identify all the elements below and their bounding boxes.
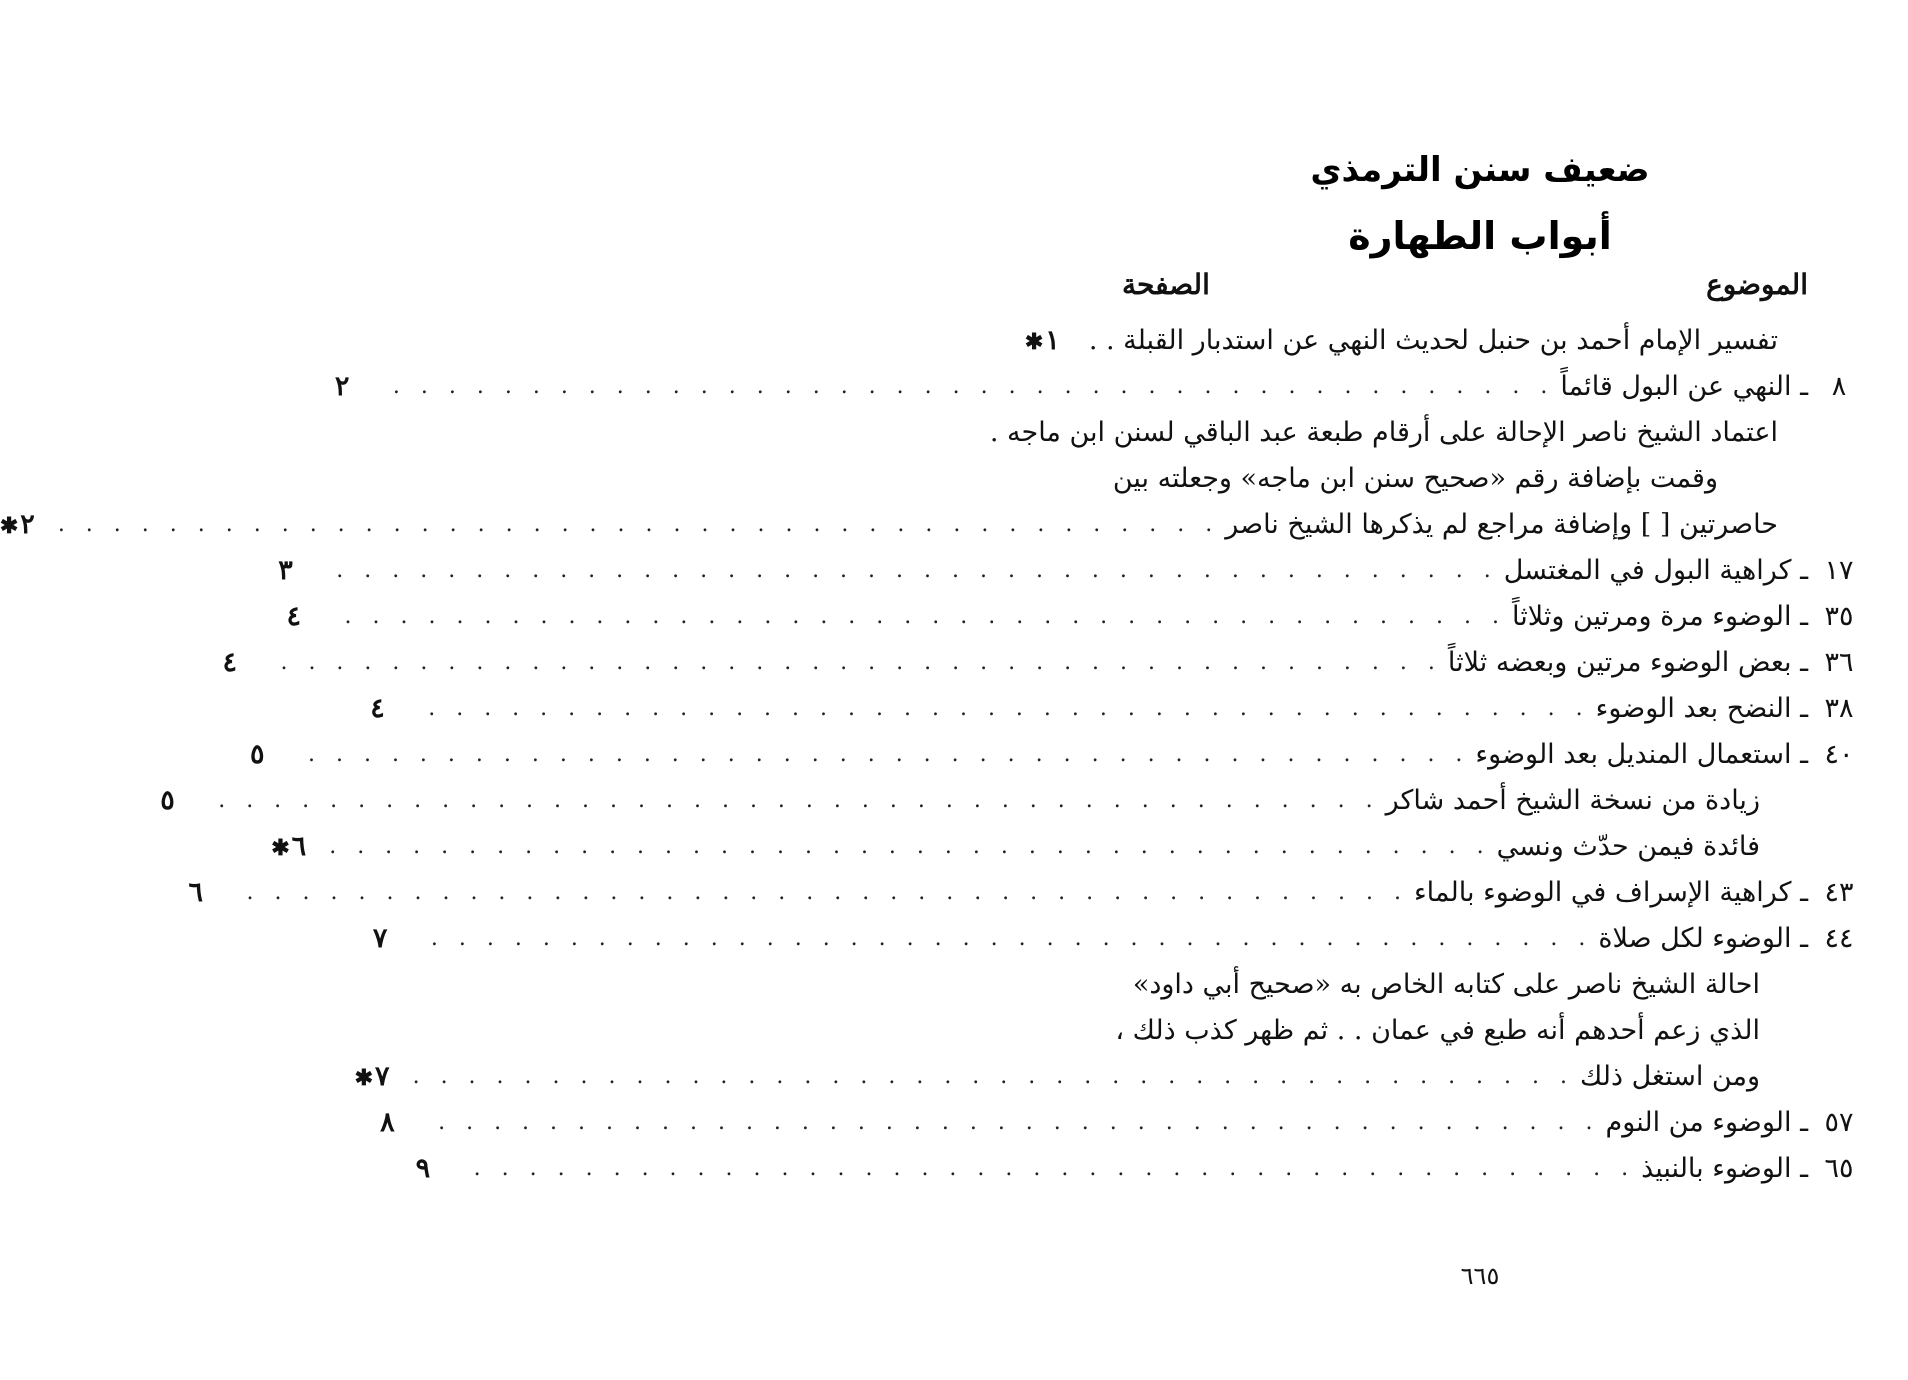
page-ref: ٩	[415, 1153, 431, 1184]
toc-entry	[354, 1054, 1870, 1100]
page-number: ٦٦٥	[1460, 1262, 1500, 1290]
entry-title: ـ كراهية الإسراف في الوضوء بالماء	[1413, 877, 1808, 908]
toc-entry	[271, 824, 1870, 870]
page-ref: ٨	[380, 1107, 395, 1138]
toc-entry	[286, 594, 1870, 640]
toc-entry	[1115, 1008, 1870, 1054]
page-ref: ٥	[160, 785, 175, 816]
toc-entry	[249, 732, 1870, 778]
page-ref: ٢	[334, 371, 350, 402]
chapter-number: ٣٦	[1824, 647, 1854, 678]
page-ref: ١	[1045, 324, 1060, 356]
asterisk-icon: ✱	[0, 512, 19, 539]
dot-leader: . . . . . . . . . . . . . . . . . . . . . . . . . . . . . . . . . . . . . . . . . .	[392, 374, 1555, 399]
entry-page-number	[335, 364, 393, 410]
entry-page-number	[222, 640, 280, 686]
entry-page-number	[355, 1054, 413, 1101]
page-ref: ٦	[291, 830, 307, 862]
chapter-number: ٤٣	[1824, 877, 1854, 908]
entry-title: ـ النهي عن البول قائماً	[1560, 371, 1808, 402]
toc-entry	[415, 1146, 1870, 1192]
entry-title: حاصرتين [ ] وإضافة مراجع لم يذكرها الشيخ ناصر	[1225, 509, 1778, 540]
entry-title: ـ الوضوء لكل صلاة	[1598, 923, 1808, 954]
entry-page-number	[416, 1146, 474, 1192]
page-ref: ٤	[286, 601, 302, 632]
toc-entry	[0, 502, 1870, 548]
dot-leader: . . . . . . . . . . . . . . . . . . . . . . . . . . . . . . . . . . . . . . . . . .	[430, 926, 1593, 951]
entry-title: احالة الشيخ ناصر على كتابه الخاص به «صحيح أبي داود»	[1132, 969, 1760, 1000]
page-ref: ٤	[222, 647, 237, 678]
dot-leader: . . . . . . . . . . . . . . . . . . . . . . . . . . . . . . . . . . . . . . . . . .	[438, 1110, 1600, 1135]
entry-page-number	[373, 916, 431, 962]
toc-entry	[222, 640, 1870, 686]
chapter-number: ٣٥	[1824, 601, 1854, 632]
asterisk-icon: ✱	[354, 1064, 374, 1091]
entry-title: ومن استغل ذلك	[1580, 1061, 1760, 1092]
chapter-number: ٣٨	[1824, 693, 1854, 724]
table-of-contents	[0, 318, 1870, 1192]
chapter-number: ٥٧	[1824, 1107, 1854, 1138]
chapter-number: ١٧	[1824, 555, 1854, 586]
entry-title: ـ استعمال المنديل بعد الوضوء	[1475, 739, 1808, 770]
dot-leader: . . . . . . . . . . . . . . . . . . . . . . . . . . . . . . . . . . . . . . . . . .	[307, 742, 1470, 767]
dot-leader: . . . . . . . . . . . . . . . . . . . . . . . . . . . . . . . . . . . . . . . . . .	[336, 558, 1498, 583]
section-title: أبواب الطهارة	[1348, 214, 1612, 258]
dot-leader: . . . . . . . . . . . . . . . . . . . . . . . . . . . . . . . . . . . . . . . . . .	[412, 1064, 1575, 1089]
page-ref: ٢	[20, 508, 35, 540]
entry-title: ـ الوضوء بالنبيذ	[1641, 1153, 1808, 1184]
dot-leader: . . . . . . . . . . . . . . . . . . . . . . . . . . . . . . . . . . . . . . . . . .	[428, 696, 1590, 721]
entry-title: ـ الوضوء من النوم	[1605, 1107, 1808, 1138]
entry-title: ـ الوضوء مرة ومرتين وثلاثاً	[1511, 601, 1808, 632]
entry-title: فائدة فيمن حدّث ونسي	[1496, 831, 1760, 862]
toc-entry	[1132, 962, 1870, 1008]
toc-entry	[1112, 456, 1870, 502]
entry-title: وقمت بإضافة رقم «صحيح سنن ابن ماجه» وجعلته بين	[1112, 463, 1718, 494]
entry-page-number	[287, 594, 345, 640]
entry-page-number	[380, 1100, 438, 1146]
entry-page-number	[160, 778, 218, 824]
dot-leader: . . . . . . . . . . . . . . . . . . . . . . . . . . . . . . . . . . . . . . . . . .	[344, 604, 1506, 629]
toc-entry	[372, 916, 1870, 962]
entry-page-number	[278, 548, 336, 594]
toc-entry	[160, 778, 1870, 824]
page-ref: ٧	[372, 923, 388, 954]
toc-entry	[278, 548, 1870, 594]
entry-title: ـ بعض الوضوء مرتين وبعضه ثلاثاً	[1447, 647, 1808, 678]
toc-entry	[380, 1100, 1870, 1146]
entry-page-number	[1025, 318, 1083, 365]
entry-title: زيادة من نسخة الشيخ أحمد شاكر	[1385, 785, 1760, 816]
asterisk-icon: ✱	[271, 834, 290, 861]
topic-column-label: الموضوع	[1706, 268, 1808, 301]
entry-page-number	[250, 732, 308, 778]
entry-page-number	[0, 502, 58, 549]
dot-leader: . . . . . . . . . . . . . . . . . . . . . . . . . . . . . . . . . . . . . . . . . .	[246, 880, 1408, 905]
entry-title: اعتماد الشيخ ناصر الإحالة على أرقام طبعة عبد الباقي لسنن ابن ماجه .	[989, 417, 1778, 448]
toc-entry	[334, 364, 1870, 410]
page-column-label: الصفحة	[1122, 268, 1210, 301]
toc-entry	[989, 410, 1870, 456]
entry-title: تفسير الإمام أحمد بن حنبل لحديث النهي عن استدبار القبلة . .	[1088, 325, 1778, 356]
dot-leader: . . . . . . . . . . . . . . . . . . . . . . . . . . . . . . . . . . . . . . . . . .	[218, 788, 1380, 813]
page-ref: ٧	[375, 1060, 390, 1092]
dot-leader: . . . . . . . . . . . . . . . . . . . . . . . . . . . . . . . . . . . . . . . . . .	[473, 1156, 1636, 1181]
entry-page-number	[271, 824, 329, 871]
toc-entry	[1024, 318, 1870, 364]
dot-leader: . . . . . . . . . . . . . . . . . . . . . . . . . . . . . . . . . . . . . . . . . .	[280, 650, 1442, 675]
toc-entry	[370, 686, 1870, 732]
asterisk-icon: ✱	[1024, 328, 1044, 355]
toc-entry	[188, 870, 1870, 916]
page-ref: ٥	[249, 739, 265, 770]
entry-page-number	[189, 870, 247, 916]
page-ref: ٦	[188, 877, 204, 908]
page-ref: ٣	[278, 555, 293, 586]
page-ref: ٤	[370, 693, 385, 724]
chapter-number: ٤٤	[1824, 923, 1854, 954]
chapter-number: ٨	[1831, 371, 1847, 402]
entry-title: ـ النضح بعد الوضوء	[1595, 693, 1808, 724]
toc-header	[1122, 268, 1818, 308]
book-title: ضعيف سنن الترمذي	[1310, 150, 1650, 190]
entry-title: الذي زعم أحدهم أنه طبع في عمان . . ثم ظهر كذب ذلك ،	[1115, 1015, 1760, 1046]
chapter-number: ٦٥	[1824, 1153, 1854, 1184]
dot-leader: . . . . . . . . . . . . . . . . . . . . . . . . . . . . . . . . . . . . . . . . . .	[329, 834, 1491, 859]
entry-title: ـ كراهية البول في المغتسل	[1503, 555, 1808, 586]
entry-page-number	[370, 686, 428, 732]
dot-leader: . . . . . . . . . . . . . . . . . . . . . . . . . . . . . . . . . . . . . . . . . .	[57, 512, 1220, 537]
chapter-number: ٤٠	[1824, 739, 1854, 770]
